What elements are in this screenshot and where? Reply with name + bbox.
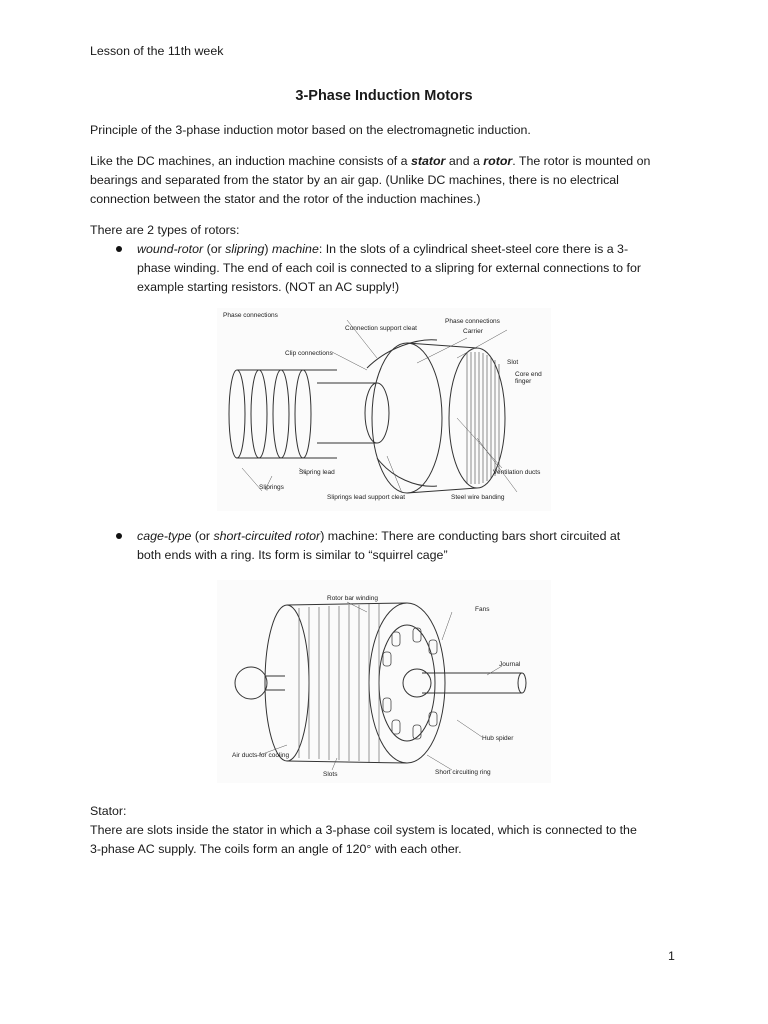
label-slot: Slot: [507, 359, 519, 366]
term-machine: machine: [272, 242, 319, 256]
bullet1-line2: phase winding. The end of each coil is connected to a slipring for external connections to for: [137, 261, 641, 275]
page-number: 1: [668, 949, 675, 963]
label-journal: Journal: [499, 661, 521, 668]
cage-rotor-drawing: [217, 580, 551, 783]
rotor-types-intro: There are 2 types of rotors:: [90, 223, 240, 237]
label-ventilation-ducts: Ventilation ducts: [493, 469, 541, 476]
label-sliprings-lead-support-cleat: Sliprings lead support cleat: [327, 494, 406, 501]
label-air-ducts-for-cooling: Air ducts for cooling: [232, 752, 290, 759]
label-steel-wire-banding: Steel wire banding: [451, 494, 505, 501]
page-header: Lesson of the 11th week: [90, 44, 224, 58]
label-fans: Fans: [475, 606, 490, 613]
label-rotor-bar-winding: Rotor bar winding: [327, 595, 378, 602]
intro-text-a: Like the DC machines, an induction machine consists of a: [90, 154, 411, 168]
principle-paragraph: Principle of the 3-phase induction motor based on the electromagnetic induction.: [90, 123, 531, 137]
bullet-marker: [116, 533, 122, 539]
label-core-end: Core end: [515, 371, 542, 378]
label-connection-support-cleat: Connection support cleat: [345, 325, 417, 332]
bullet-cage-type: [137, 527, 682, 565]
stator-line2: 3-phase AC supply. The coils form an angle of 120° with each other.: [90, 842, 462, 856]
bullet-wound-rotor: [137, 240, 682, 297]
label-phase-connections-right: Phase connections: [445, 318, 500, 325]
bullet2-line2: both ends with a ring. Its form is similar to “squirrel cage”: [137, 548, 448, 562]
intro-paragraph: [90, 152, 690, 209]
intro-line2: bearings and separated from the stator by an air gap. (Unlike DC machines, there is no electrical: [90, 173, 619, 187]
label-phase-connections-left: Phase connections: [223, 312, 278, 319]
intro-text-and: and a: [445, 154, 484, 168]
label-finger: finger: [515, 378, 532, 385]
label-hub-spider: Hub spider: [482, 735, 514, 742]
intro-line3: connection between the stator and the rotor of the induction machines.): [90, 192, 481, 206]
cage-rotor-figure: [217, 580, 551, 783]
label-clip-connections: Clip connections: [285, 350, 333, 357]
stator-line1: There are slots inside the stator in which a 3-phase coil system is located, which is connected to the: [90, 823, 637, 837]
label-slots: Slots: [323, 771, 338, 778]
term-slipring: slipring: [225, 242, 265, 256]
bullet1-paren-close: ): [264, 242, 272, 256]
label-slipring-lead: Slipring lead: [299, 469, 335, 476]
bullet-marker: [116, 246, 122, 252]
intro-line1-rest: . The rotor is mounted on: [512, 154, 651, 168]
term-rotor: rotor: [483, 154, 513, 168]
page-title: 3-Phase Induction Motors: [295, 88, 473, 104]
bullet2-line1-rest: ) machine: There are conducting bars short circuited at: [320, 529, 621, 543]
label-sliprings: Sliprings: [259, 484, 284, 491]
bullet1-paren-open: (or: [203, 242, 226, 256]
wound-rotor-drawing: [217, 308, 551, 511]
stator-heading: Stator:: [90, 804, 127, 818]
bullet1-line3: example starting resistors. (NOT an AC supply!): [137, 280, 400, 294]
label-carrier: Carrier: [463, 328, 483, 335]
bullet1-line1-rest: : In the slots of a cylindrical sheet-steel core there is a 3-: [318, 242, 629, 256]
label-short-circuiting-ring: Short circuiting ring: [435, 769, 491, 776]
bullet2-paren-open: (or: [191, 529, 214, 543]
term-wound-rotor: wound-rotor: [137, 242, 204, 256]
term-short-circuited-rotor: short-circuited rotor: [213, 529, 321, 543]
term-stator: stator: [410, 154, 446, 168]
wound-rotor-figure: [217, 308, 551, 511]
term-cage-type: cage-type: [137, 529, 192, 543]
